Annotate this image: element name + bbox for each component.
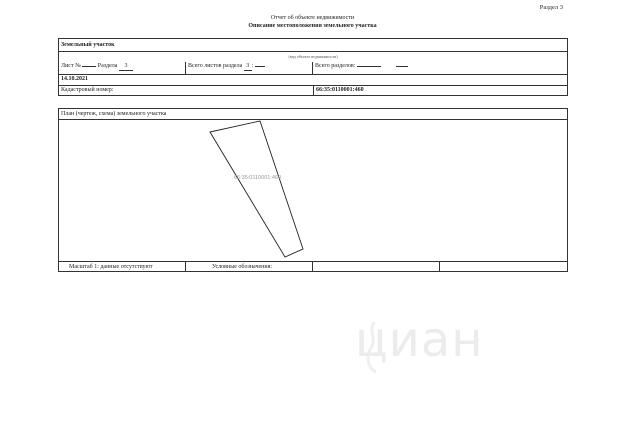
legend-label: Условные обозначения: — [212, 264, 273, 270]
sheets-in-section-value: 3 — [244, 63, 252, 71]
plan-title: План (чертеж, схема) земельного участка — [61, 111, 167, 117]
document-subtitle: Описание местоположения земельного участка — [248, 23, 377, 29]
cadastral-label: Кадастровый номер: — [61, 87, 114, 93]
section-label-inline: Раздела — [97, 63, 118, 69]
sheets-in-section-field: Всего листов раздела 3 : — [188, 63, 265, 71]
document-title: Отчет об объекте недвижимости — [270, 15, 355, 21]
cian-watermark: циан — [355, 312, 484, 368]
cadastral-number: 66:35:0110001:460 — [316, 87, 364, 93]
report-date: 14.10.2021 — [61, 76, 88, 82]
sheet-label: Лист № — [61, 63, 81, 69]
section-number-value: 3 — [119, 63, 133, 71]
sections-total-label: Всего разделов: — [315, 63, 356, 69]
section-number-label: Раздел 3 — [539, 4, 563, 11]
object-type-caption: (вид объекта недвижимости) — [288, 54, 338, 59]
parcel-polygon — [210, 121, 303, 257]
sheets-in-section-label: Всего листов раздела — [188, 63, 243, 69]
object-type-value: Земельный участок — [61, 42, 115, 48]
parcel-label: 66:35:0110001:460 — [234, 175, 281, 181]
scale-label: Масштаб 1: данные отсутствуют — [69, 264, 153, 270]
